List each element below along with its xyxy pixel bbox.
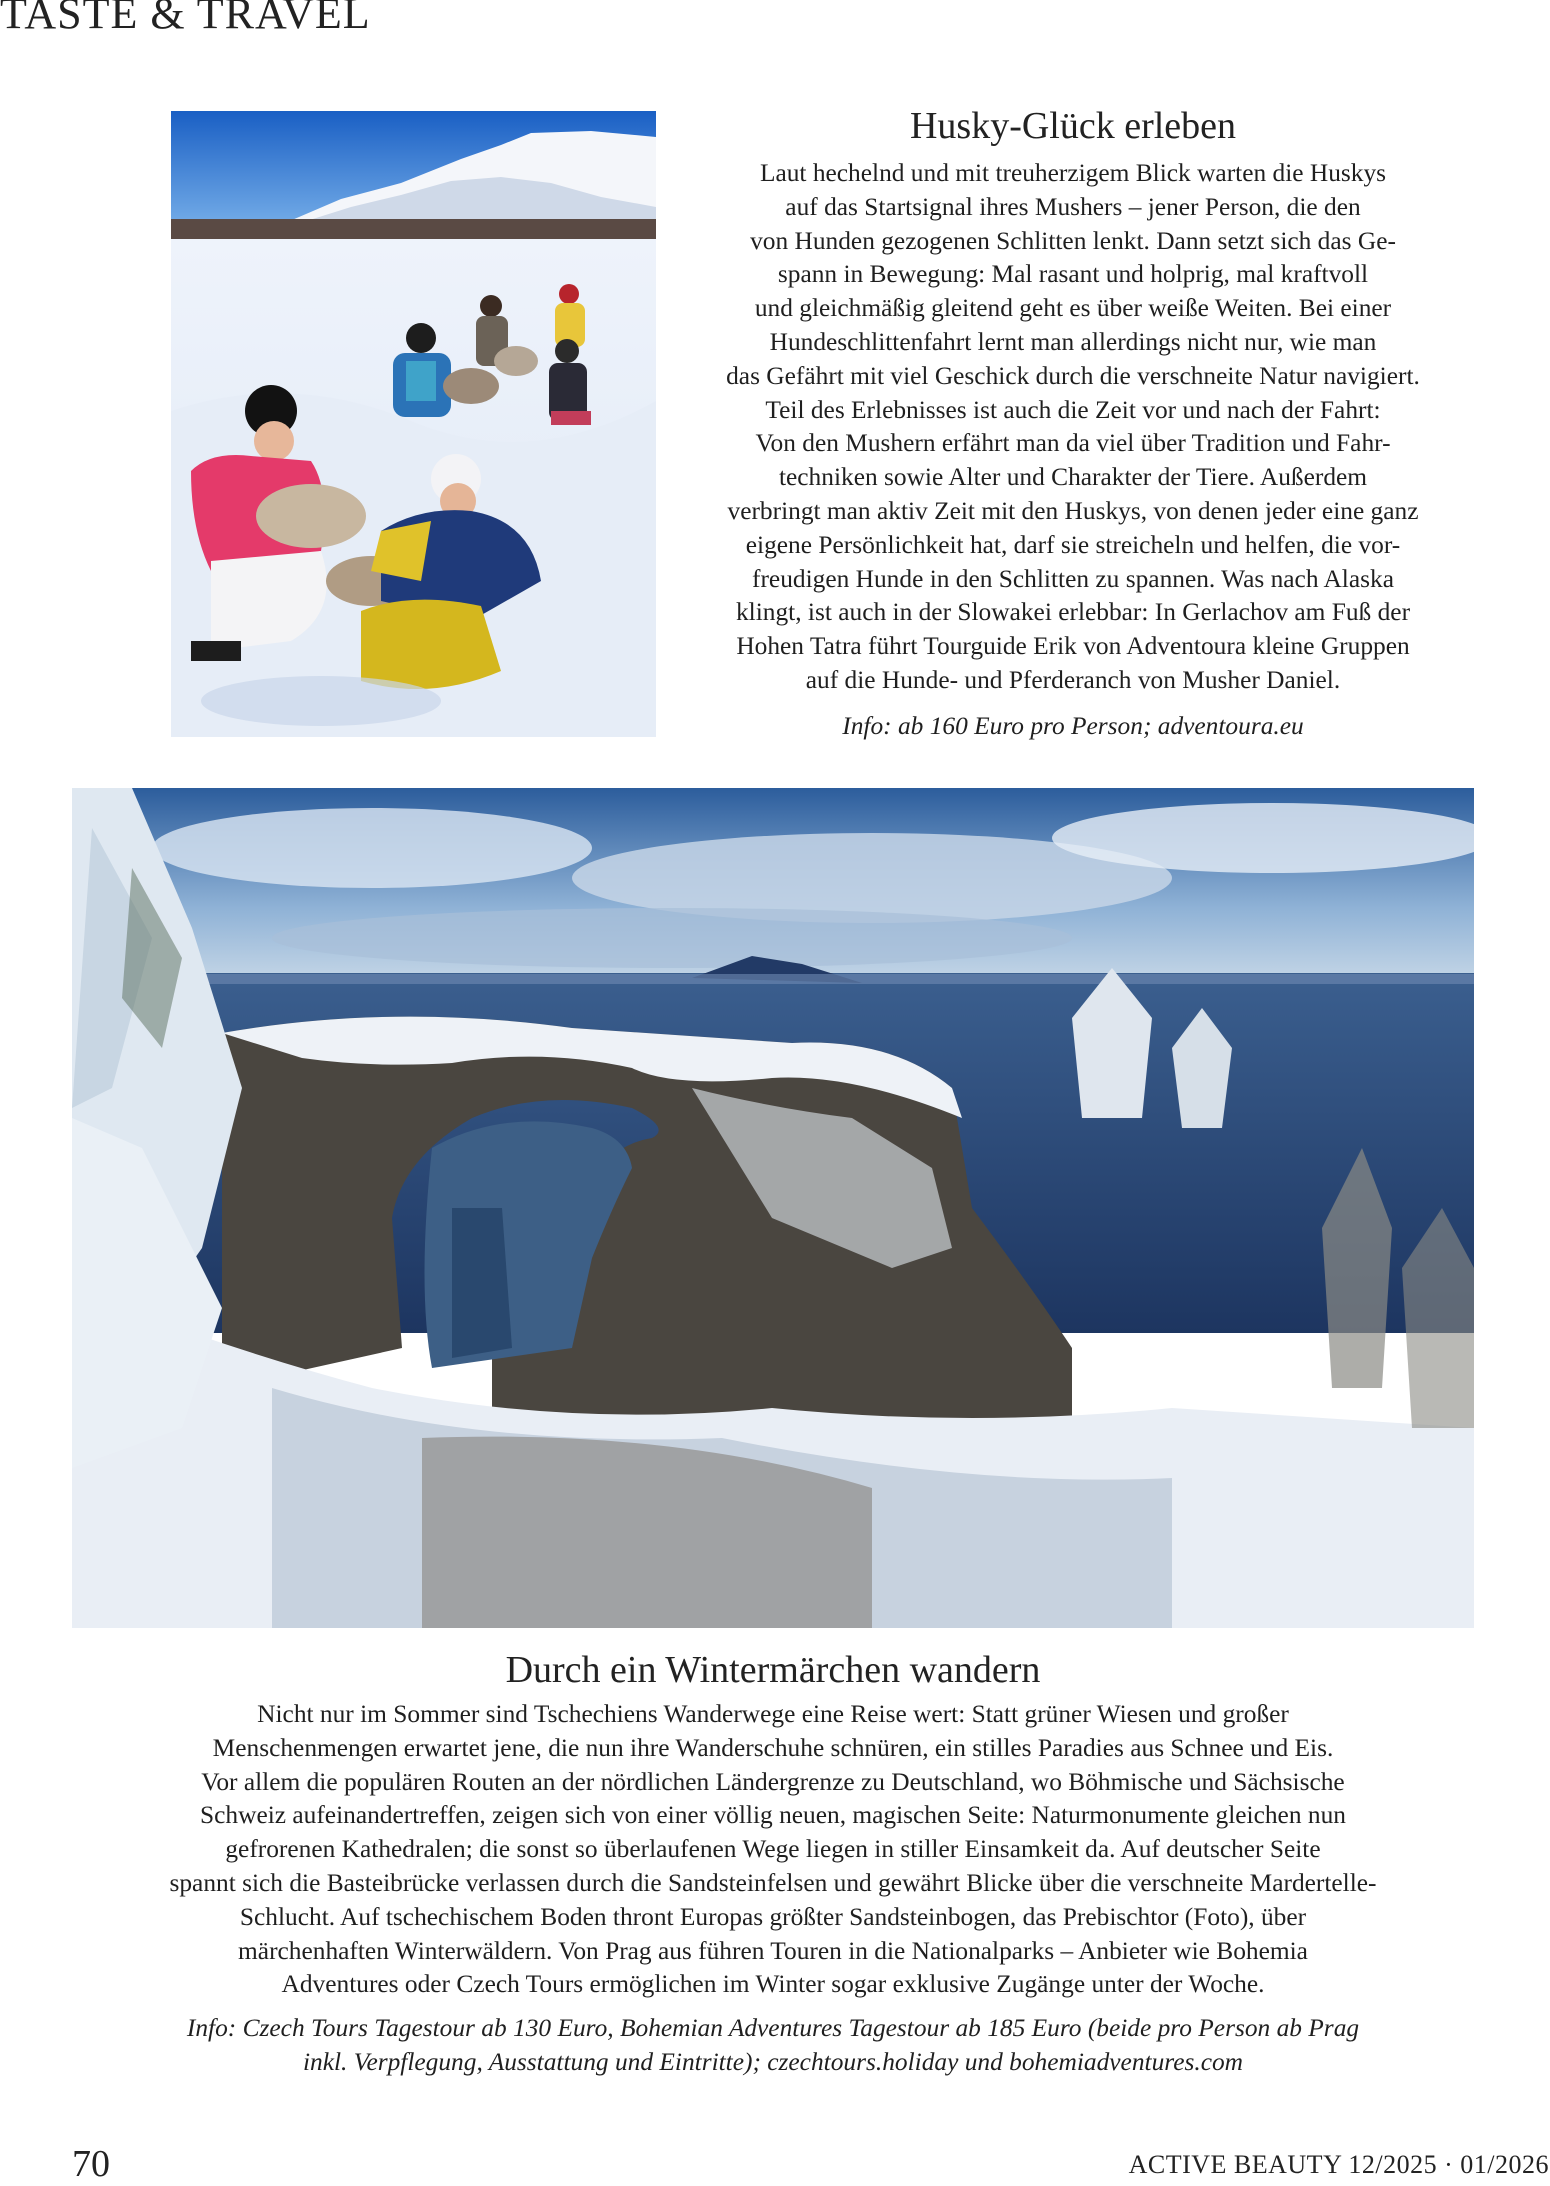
text-line: auf die Hunde- und Pferderanch von Musher Daniel. (805, 665, 1341, 694)
text-line: verbringt man aktiv Zeit mit den Huskys, von denen jeder eine ganz (727, 496, 1419, 525)
section-label: TASTE & TRAVEL (0, 0, 371, 38)
text-line: Laut hechelnd und mit treuherzigem Blick warten die Huskys (759, 159, 1387, 187)
text-line: gefrorenen Kathedralen; die sonst so überlaufenen Wege liegen in stiller Einsamkeit da. Auf deutscher Seite (225, 1835, 1321, 1864)
text-line: eigene Persönlichkeit hat, darf sie streicheln und helfen, die vor- (745, 530, 1401, 559)
text-line: Menschenmengen erwartet jene, die nun ihre Wanderschuhe schnüren, ein stilles Paradies aus Schnee und Eis. (212, 1733, 1334, 1762)
text-line: märchenhaften Winterwäldern. Von Prag aus führen Touren in die Nationalparks – Anbieter wie Bohemia (238, 1936, 1308, 1965)
text-line: auf das Startsignal ihres Mushers – jener Person, die den (785, 192, 1361, 221)
info-line: inkl. Verpflegung, Ausstattung und Eintritte); czechtours.holiday und bohemiadventures.com (302, 2047, 1244, 2076)
winter-article-title: Durch ein Wintermärchen wandern (505, 1649, 1041, 1691)
text-line: techniken sowie Alter und Charakter der Tiere. Außerdem (778, 463, 1368, 492)
text-line: Hohen Tatra führt Tourguide Erik von Adventoura kleine Gruppen (736, 632, 1410, 661)
page-number: 70 (72, 2143, 110, 2185)
text-line: freudigen Hunde in den Schlitten zu spannen. Was nach Alaska (752, 564, 1394, 593)
arch-photo-illustration (72, 788, 1474, 1628)
text-line: spannt sich die Basteibrücke verlassen durch die Sandsteinfelsen und gewährt Blicke über die verschneite Mardertelle- (169, 1868, 1377, 1897)
text-line: Teil des Erlebnisses ist auch die Zeit vor und nach der Fahrt: (765, 395, 1381, 424)
husky-article-info: Info: ab 160 Euro pro Person; adventoura.eu (842, 712, 1304, 740)
winter-article-info (72, 2012, 1474, 2080)
text-line: Nicht nur im Sommer sind Tschechiens Wanderwege eine Reise wert: Statt grüner Wiesen und großer (257, 1700, 1289, 1728)
text-line: Hundeschlittenfahrt lernt man allerdings nicht nur, wie man (769, 327, 1377, 356)
text-line: Vor allem die populären Routen an der nördlichen Ländergrenze zu Deutschland, wo Böhmische und Sächsische (201, 1767, 1345, 1796)
text-line: spann in Bewegung: Mal rasant und holprig, mal kraftvoll (777, 260, 1369, 289)
text-line: Von den Mushern erfährt man da viel über Tradition und Fahr- (755, 429, 1391, 458)
sandstone-arch-photo (72, 788, 1474, 1628)
husky-photo-illustration (171, 111, 656, 737)
text-line: das Gefährt mit viel Geschick durch die verschneite Natur navigiert. (726, 361, 1420, 390)
magazine-issue: ACTIVE BEAUTY 12/2025 · 01/2026 (1128, 2150, 1549, 2179)
husky-article-body (660, 157, 1486, 698)
text-line: Adventures oder Czech Tours ermöglichen im Winter sogar exklusive Zugänge unter der Woche. (281, 1970, 1265, 1999)
husky-sled-photo (171, 111, 656, 737)
text-line: von Hunden gezogenen Schlitten lenkt. Dann setzt sich das Ge- (750, 226, 1396, 255)
winter-article-body (72, 1698, 1474, 2002)
text-line: und gleichmäßig gleitend geht es über weiße Weiten. Bei einer (754, 294, 1392, 323)
info-line: Info: Czech Tours Tagestour ab 130 Euro, Bohemian Adventures Tagestour ab 185 Euro (beide pro Person ab Prag (186, 2014, 1360, 2042)
husky-article-title: Husky-Glück erleben (909, 105, 1237, 147)
text-line: klingt, ist auch in der Slowakei erlebbar: In Gerlachov am Fuß der (735, 598, 1411, 627)
text-line: Schlucht. Auf tschechischem Boden thront Europas größter Sandsteinbogen, das Prebischtor (Foto), über (239, 1902, 1307, 1931)
text-line: Schweiz aufeinandertreffen, zeigen sich von einer völlig neuen, magischen Seite: Naturmonumente gleichen nun (200, 1801, 1346, 1830)
